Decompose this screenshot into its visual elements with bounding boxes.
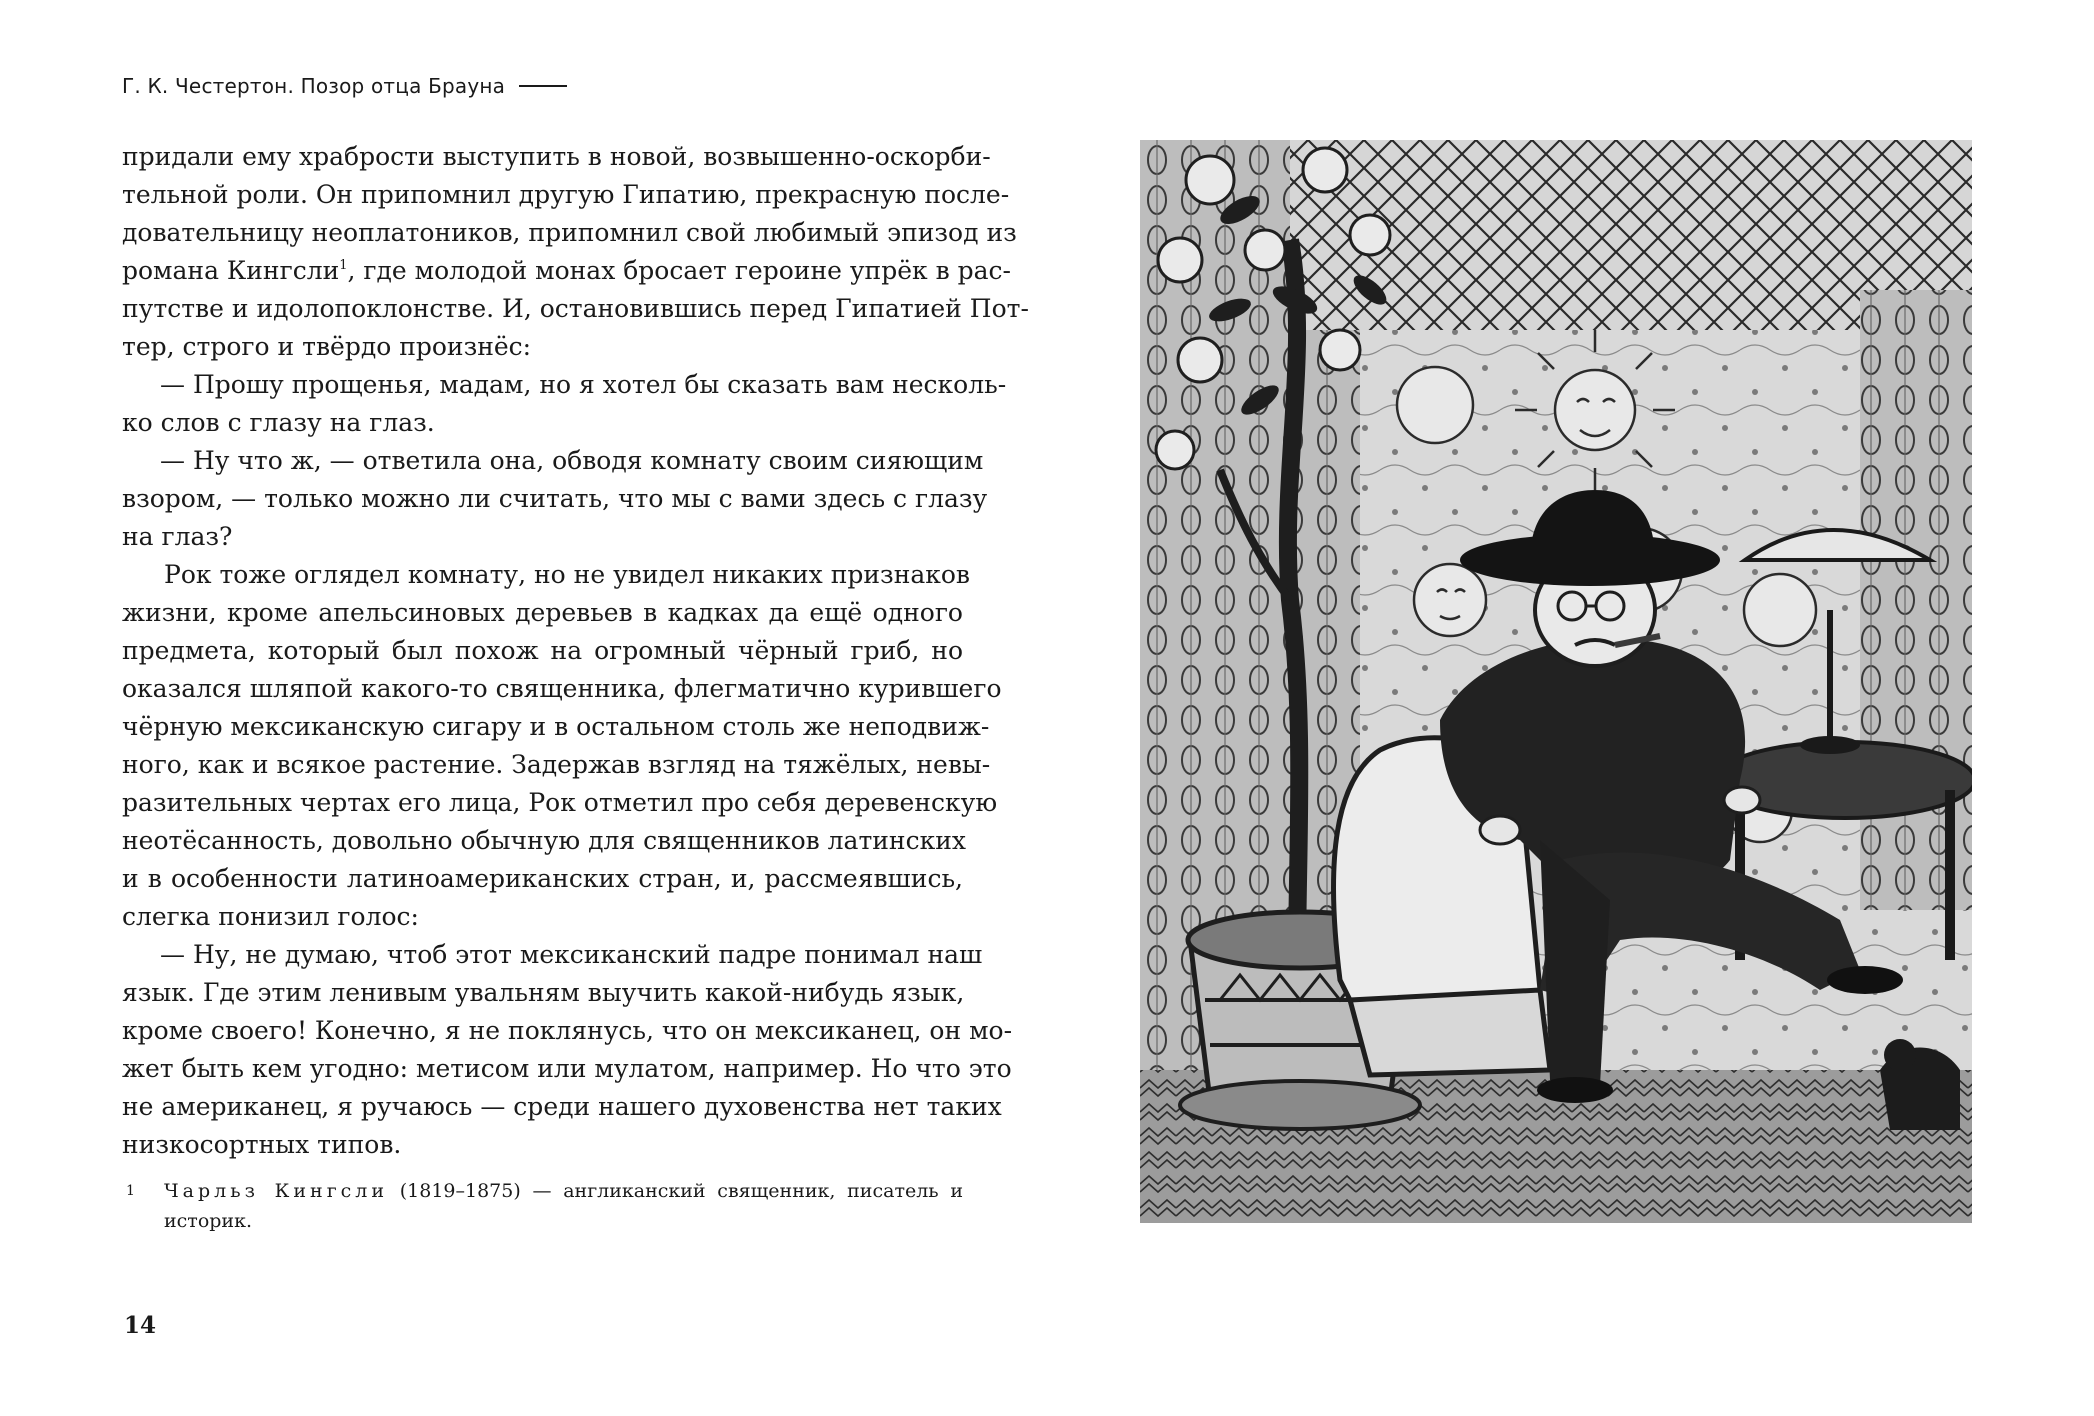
running-head-author: Г. К. Честертон. [122, 74, 295, 98]
text-line: предмета, который был похож на огромный чёрный гриб, но [122, 636, 963, 665]
running-head-rule [519, 85, 567, 87]
text-line: ного, как и всякое растение. Задержав взгляд на тяжёлых, невы- [122, 750, 991, 779]
text-line: — Ну что ж, — ответила она, обводя комнату своим сияющим [160, 446, 984, 475]
text-line: слегка понизил голос: [122, 902, 419, 931]
body-text [122, 138, 1029, 1164]
text-line: тельной роли. Он припомнил другую Гипатию, прекрасную после- [122, 180, 1010, 209]
text-line-with-footnote-ref [122, 252, 1011, 290]
running-head-title: Позор отца Брауна [300, 74, 506, 98]
running-head [122, 74, 567, 98]
text-line: Рок тоже оглядел комнату, но не увидел никаких признаков [164, 560, 971, 589]
text-line: и в особенности латиноамериканских стран, и, рассмеявшись, [122, 864, 963, 893]
page-number: 14 [124, 1312, 157, 1339]
text-fragment: , где молодой монах бросает героине упрёк в рас- [347, 256, 1011, 285]
text-line: жизни, кроме апельсиновых деревьев в кадках да ещё одного [122, 598, 963, 627]
text-line: — Прошу прощенья, мадам, но я хотел бы сказать вам несколь- [160, 370, 1007, 399]
priest-in-armchair-icon [1140, 140, 1972, 1223]
text-line: низкосортных типов. [122, 1130, 402, 1159]
text-line: тер, строго и твёрдо произнёс: [122, 332, 532, 361]
text-line: кроме своего! Конечно, я не поклянусь, что он мексиканец, он мо- [122, 1016, 1013, 1045]
text-line: разительных чертах его лица, Рок отметил про себя деревенскую [122, 788, 998, 817]
text-line: — Ну, не думаю, чтоб этот мексиканский падре понимал наш [160, 940, 983, 969]
text-fragment: романа Кингсли [122, 256, 340, 285]
footnote [122, 1176, 963, 1236]
footnote-text [164, 1176, 963, 1236]
footnote-name: Чарльз Кингсли [164, 1180, 389, 1202]
text-line: довательницу неоплатоников, припомнил свой любимый эпизод из [122, 218, 1017, 247]
text-line: ко слов с глазу на глаз. [122, 408, 435, 437]
footnote-mark: 1 [126, 1183, 135, 1199]
text-line: взором, — только можно ли считать, что мы с вами здесь с глазу [122, 484, 988, 513]
footnote-body: (1819–1875) — англиканский священник, писатель и историк. [164, 1180, 963, 1232]
text-line: не американец, я ручаюсь — среди нашего духовенства нет таких [122, 1092, 1002, 1121]
text-line: путстве и идолопоклонстве. И, остановившись перед Гипатией Пот- [122, 294, 1029, 323]
text-line: язык. Где этим ленивым увальням выучить какой-нибудь язык, [122, 978, 965, 1007]
footnote-ref[interactable]: 1 [339, 258, 348, 273]
text-line: на глаз? [122, 522, 233, 551]
text-line: придали ему храбрости выступить в новой, возвышенно-оскорби- [122, 142, 991, 171]
text-line: чёрную мексиканскую сигару и в остальном столь же неподвиж- [122, 712, 990, 741]
text-line: неотёсанность, довольно обычную для священников латинских [122, 826, 966, 855]
text-line: оказался шляпой какого-то священника, флегматично курившего [122, 674, 1002, 703]
text-line: жет быть кем угодно: метисом или мулатом, например. Но что это [122, 1054, 1012, 1083]
illustration [1140, 140, 1972, 1223]
